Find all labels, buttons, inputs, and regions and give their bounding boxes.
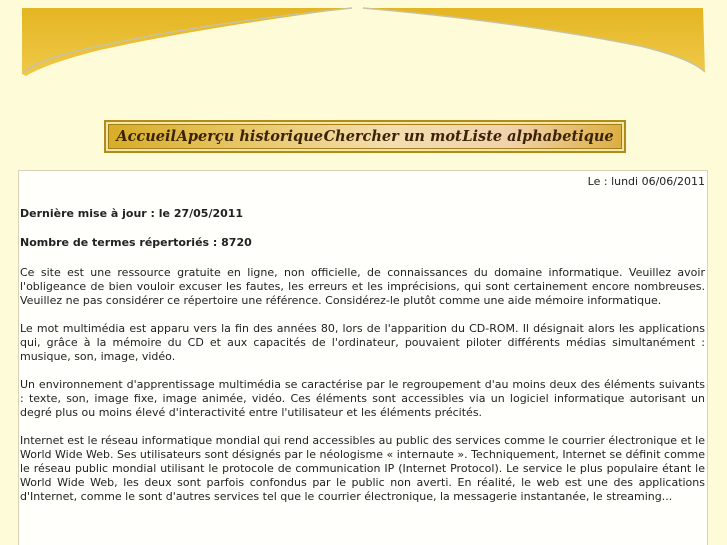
internet-paragraph: Internet est le réseau informatique mondial qui rend accessibles au public des services comme le courrier électronique et le World Wide Web. Ses utilisateurs sont désignés par le néologisme « internaute ». Techniquement, Internet se définit comme le réseau public mondial utilisant le protocole de communication IP (Internet Protocol). Le service le plus populaire étant le World Wide Web, les deux sont parfois confondus par le public non averti. En réalité, le web est une des applications d'Internet, comme le sont d'autres services tel que le courrier électronique, la messagerie instantanée, le streaming... [20,434,705,503]
last-update-date: Dernière mise à jour : le 27/05/2011 [20,207,244,220]
main-navigation-bar [104,120,626,153]
main-content-panel [18,170,708,545]
nav-link-apercu-historique[interactable]: Aperçu historique [176,128,323,145]
nav-link-chercher-un-mot[interactable]: Chercher un mot [323,128,462,145]
header-banner [0,0,727,90]
intro-paragraph: Ce site est une ressource gratuite en ligne, non officielle, de connaissances du domaine informatique. Veuillez avoir l'obligeance de bien vouloir excuser les fautes, les erreurs et les imprécisions, qui sont certainement encore nombreuses. Veuillez ne pas considérer ce répertoire une référence. Considérez-le plutôt comme une aide mémoire informatique. [20,266,705,307]
date-prefix: Le : [587,175,612,188]
nav-link-accueil[interactable]: Accueil [116,128,177,145]
term-count: Nombre de termes répertoriés : 8720 [20,236,252,249]
current-date [20,175,705,189]
date-value: lundi 06/06/2011 [611,175,705,188]
nav-link-liste-alphabetique[interactable]: Liste alphabetique [462,128,614,145]
multimedia-paragraph: Le mot multimédia est apparu vers la fin des années 80, lors de l'apparition du CD-ROM. Il désignait alors les applications qui, grâce à la mémoire du CD et aux capacités de l'ordinateur, pouvaient piloter différents médias simultanément : musique, son, image, vidéo. [20,322,705,363]
learning-environment-paragraph: Un environnement d'apprentissage multimédia se caractérise par le regroupement d'au moins deux des éléments suivants : texte, son, image fixe, image animée, vidéo. Ces éléments sont accessibles via un logiciel informatique autorisant un degré plus ou moins élevé d'interactivité entre l'utilisateur et les éléments précités. [20,378,705,419]
